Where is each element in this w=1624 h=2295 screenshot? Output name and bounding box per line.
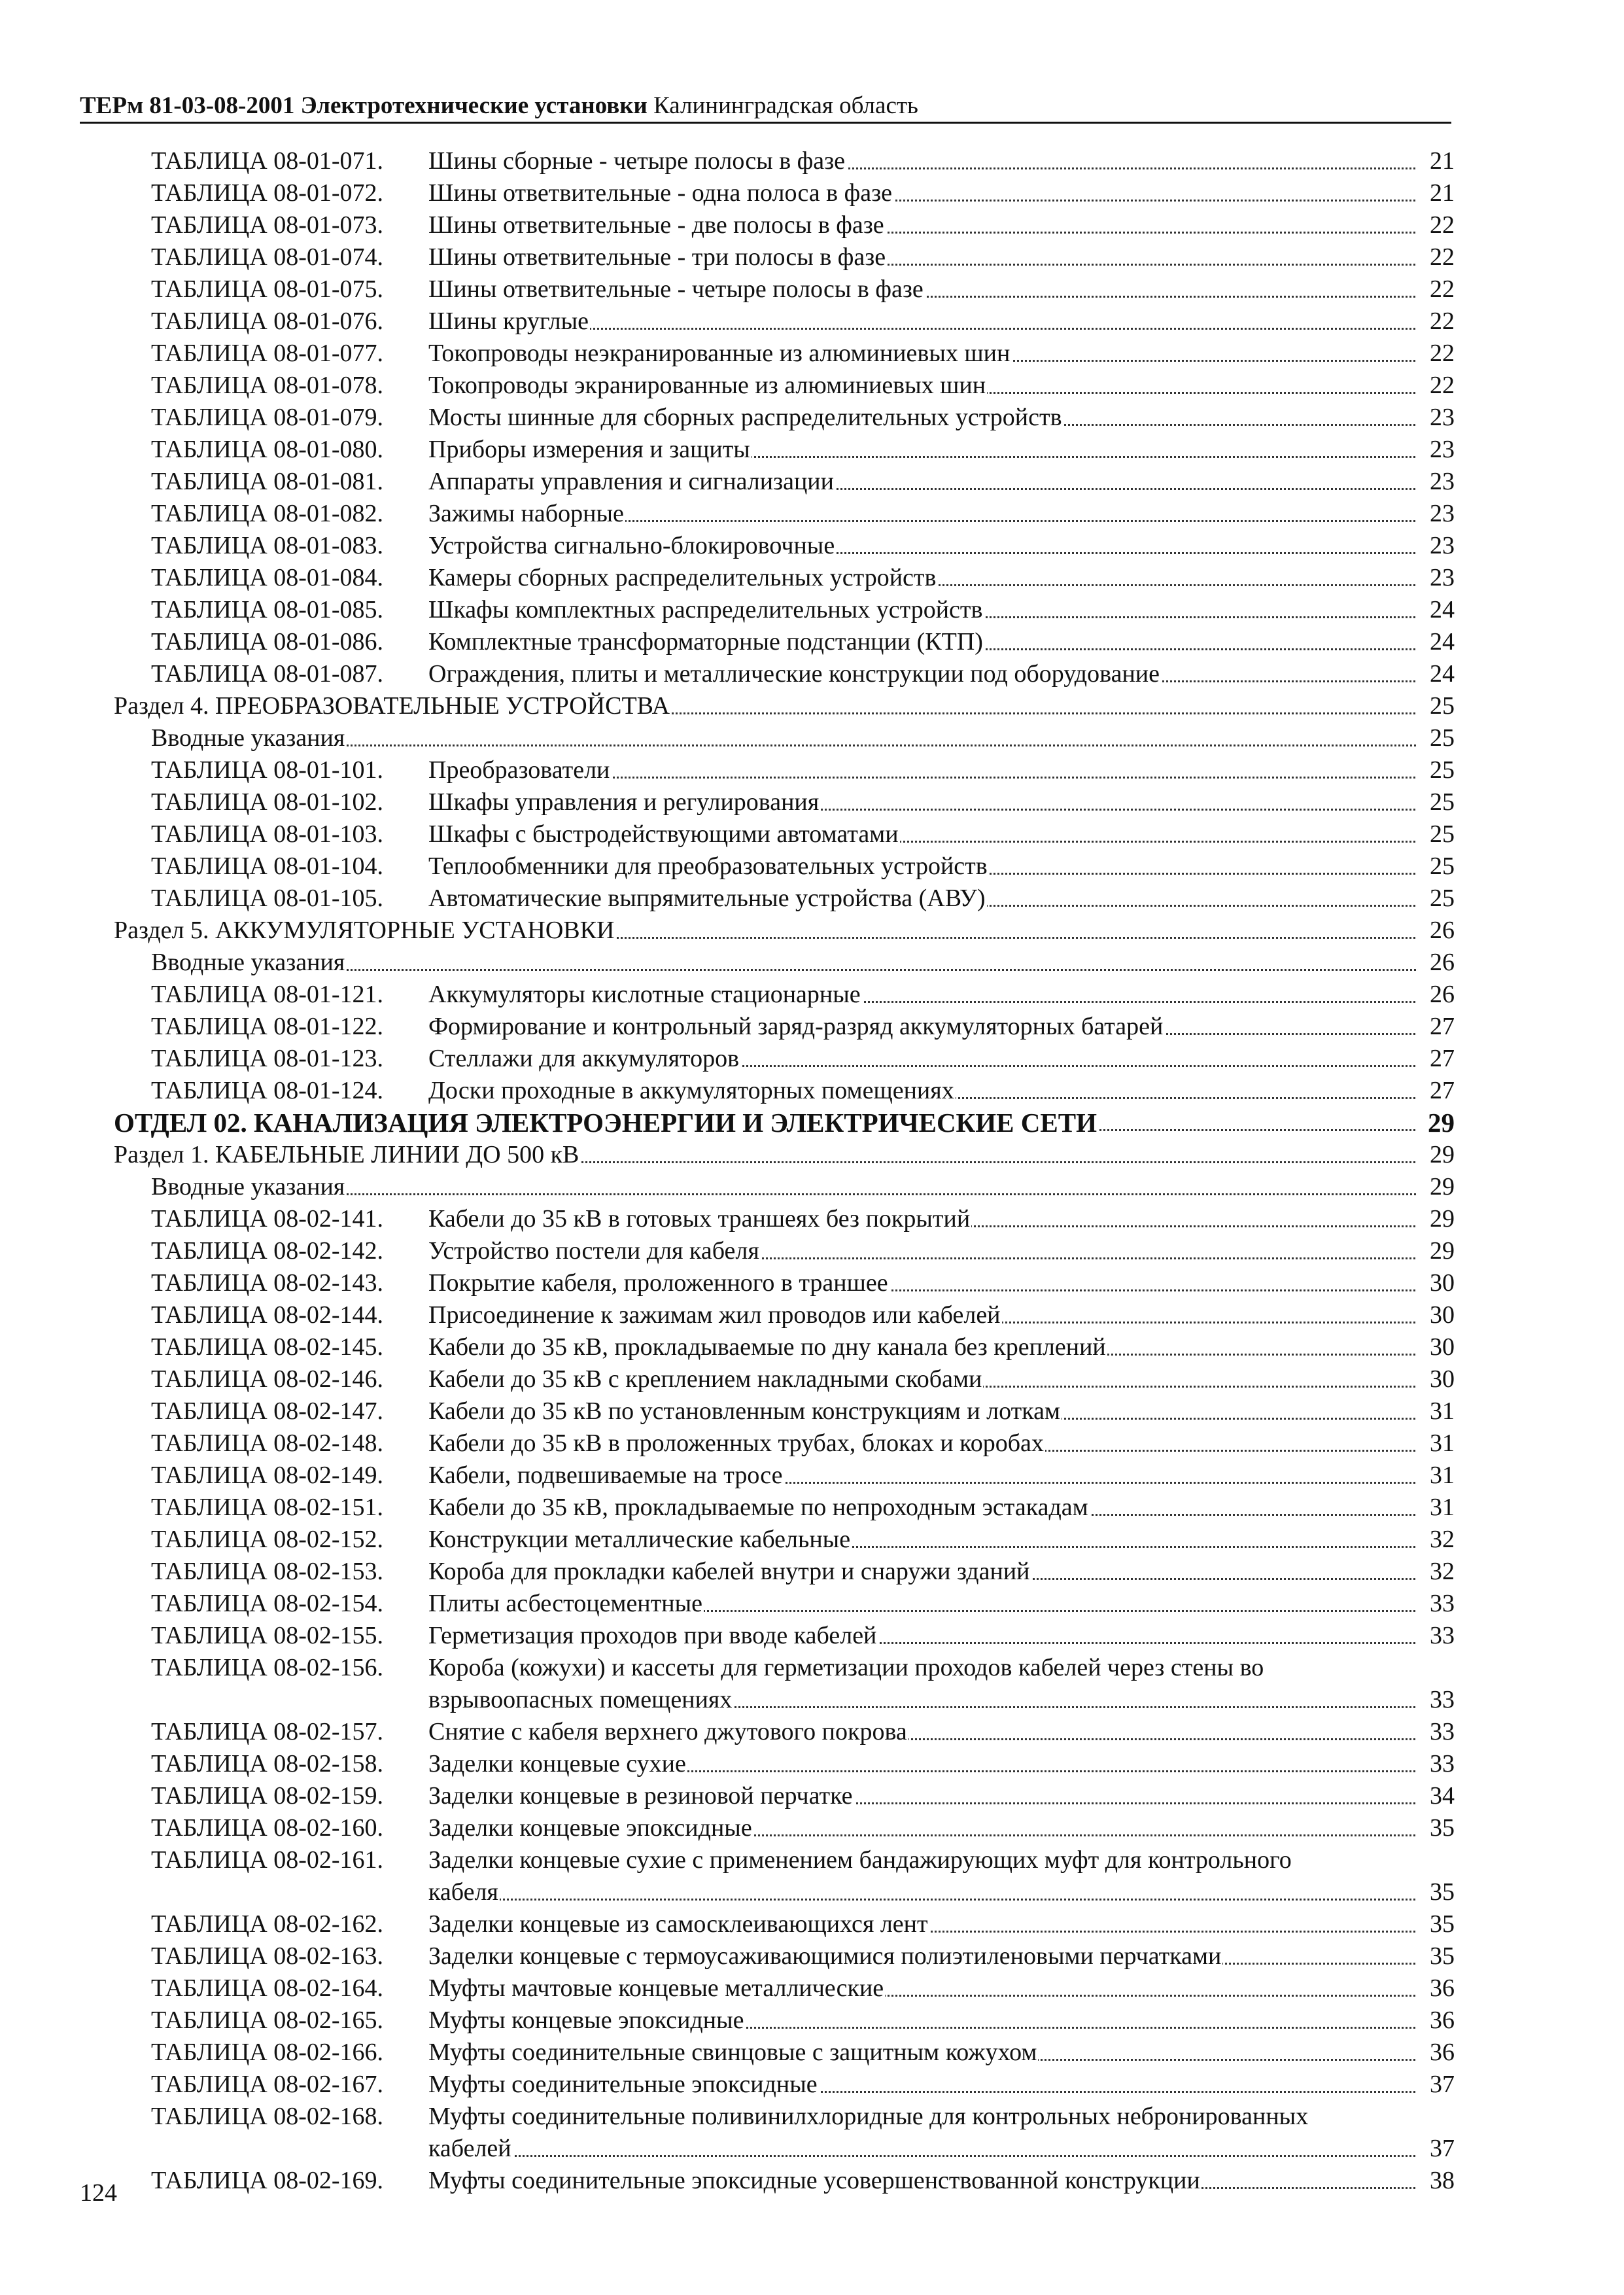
toc-table-code: ТАБЛИЦА 08-02-165. [151,2006,384,2034]
toc-table-code: ТАБЛИЦА 08-01-123. [151,1045,384,1072]
running-header-title: ТЕРм 81-03-08-2001 Электротехнические установки [80,92,648,119]
toc-page-ref: 23 [1417,402,1455,434]
toc-table-code: ТАБЛИЦА 08-01-081. [151,468,384,495]
table-of-contents [0,145,1624,2197]
toc-page-ref: 25 [1417,818,1455,850]
toc-entry [0,177,1624,209]
toc-entry [0,1748,1624,1780]
toc-page-ref: 31 [1417,1492,1455,1524]
toc-entry [0,434,1624,466]
toc-table-code: ТАБЛИЦА 08-02-156. [151,1654,384,1681]
toc-table-code: ТАБЛИЦА 08-01-082. [151,500,384,527]
toc-entry-continuation [0,1876,1624,1908]
toc-section [0,690,1624,722]
toc-entry-title: Аппараты управления и сигнализации [428,466,835,498]
toc-table-code: ТАБЛИЦА 08-02-151. [151,1494,384,1521]
toc-table-code: ТАБЛИЦА 08-02-166. [151,2039,384,2066]
toc-page-ref: 31 [1417,1428,1455,1460]
toc-page-ref: 24 [1417,626,1455,658]
toc-entry-title: Раздел 1. КАБЕЛЬНЫЕ ЛИНИИ ДО 500 кВ [114,1139,580,1171]
toc-table-code: ТАБЛИЦА 08-01-074. [151,243,384,271]
toc-entry [0,306,1624,338]
toc-entry [0,594,1624,626]
toc-section [0,1139,1624,1171]
toc-page-ref: 23 [1417,530,1455,562]
toc-page-ref: 30 [1417,1267,1455,1299]
toc-page-ref: 22 [1417,273,1455,306]
toc-page-ref: 23 [1417,498,1455,530]
toc-entry-title: Формирование и контрольный заряд-разряд аккумуляторных батарей [428,1011,1164,1043]
toc-table-code: ТАБЛИЦА 08-01-076. [151,307,384,335]
toc-entry-title: Кабели до 35 кВ в проложенных трубах, блоках и коробах [428,1428,1045,1460]
toc-entry [0,466,1624,498]
toc-table-code: ТАБЛИЦА 08-01-077. [151,340,384,367]
toc-page-ref: 25 [1417,883,1455,915]
toc-page-ref: 29 [1417,1235,1455,1267]
toc-table-code: ТАБЛИЦА 08-02-161. [151,1846,384,1874]
toc-page-ref: 34 [1417,1780,1455,1812]
toc-entry-title: Ограждения, плиты и металлические конструкции под оборудование [428,658,1161,690]
toc-entry [0,786,1624,818]
toc-entry-title: Герметизация проходов при вводе кабелей [428,1620,878,1652]
toc-entry-title: Заделки концевые в резиновой перчатке [428,1780,854,1812]
toc-page-ref: 24 [1417,594,1455,626]
toc-table-code: ТАБЛИЦА 08-01-080. [151,436,384,463]
running-header [80,90,1451,122]
toc-entry-title: Устройство постели для кабеля [428,1235,761,1267]
toc-entry [0,1908,1624,1940]
toc-entry [0,370,1624,402]
toc-entry-title: Раздел 5. АККУМУЛЯТОРНЫЕ УСТАНОВКИ [114,915,615,947]
running-header-region: Калининградская область [653,92,918,119]
toc-entry [0,562,1624,594]
toc-table-code: ТАБЛИЦА 08-02-152. [151,1526,384,1553]
toc-table-code: ТАБЛИЦА 08-02-142. [151,1237,384,1265]
toc-entry-title: Шкафы с быстродействующими автоматами [428,818,900,850]
toc-entry-title: Шкафы управления и регулирования [428,786,820,818]
toc-entry-title: Заделки концевые из самосклеивающихся лент [428,1908,929,1940]
toc-table-code: ТАБЛИЦА 08-02-146. [151,1365,384,1393]
toc-entry-title: Кабели до 35 кВ с креплением накладными скобами [428,1363,983,1395]
toc-entry-title: Короба для прокладки кабелей внутри и снаружи зданий [428,1556,1031,1588]
toc-page-ref: 35 [1417,1812,1455,1844]
toc-entry [0,850,1624,883]
toc-table-code: ТАБЛИЦА 08-01-072. [151,179,384,207]
toc-page-ref: 37 [1417,2133,1455,2165]
toc-page-ref: 29 [1417,1203,1455,1235]
toc-entry-title: Муфты соединительные эпоксидные усовершенствованной конструкции [428,2165,1201,2197]
toc-entry [0,402,1624,434]
toc-leader-dots [428,1899,1451,1901]
toc-page-ref: 26 [1417,915,1455,947]
toc-page-ref: 26 [1417,947,1455,979]
toc-entry-title: Зажимы наборные [428,498,625,530]
toc-entry [0,1588,1624,1620]
toc-table-code: ТАБЛИЦА 08-01-083. [151,532,384,559]
toc-entry [0,1812,1624,1844]
toc-table-code: ТАБЛИЦА 08-02-154. [151,1590,384,1617]
toc-page-ref: 36 [1417,1972,1455,2005]
toc-table-code: ТАБЛИЦА 08-02-159. [151,1782,384,1810]
toc-entry-title: Приборы измерения и защиты [428,434,752,466]
toc-leader-dots [428,2155,1451,2157]
toc-page-ref: 33 [1417,1620,1455,1652]
toc-page-ref: 33 [1417,1748,1455,1780]
toc-entry-title: Шины сборные - четыре полосы в фазе [428,145,846,177]
toc-table-code: ТАБЛИЦА 08-02-162. [151,1910,384,1938]
toc-page-ref: 27 [1417,1075,1455,1107]
toc-entry [0,1556,1624,1588]
toc-table-code: ТАБЛИЦА 08-02-145. [151,1333,384,1361]
toc-entry [0,241,1624,273]
toc-entry [0,1524,1624,1556]
toc-entry-continuation [0,1684,1624,1716]
toc-entry-title: Стеллажи для аккумуляторов [428,1043,740,1075]
toc-entry [0,1235,1624,1267]
toc-entry-title: Доски проходные в аккумуляторных помещениях [428,1075,956,1107]
toc-entry-title: Кабели, подвешиваемые на тросе [428,1460,784,1492]
toc-table-code: ТАБЛИЦА 08-02-149. [151,1462,384,1489]
toc-page-ref: 35 [1417,1940,1455,1972]
toc-entry [0,1075,1624,1107]
toc-entry [0,209,1624,241]
toc-page-ref: 29 [1417,1139,1455,1171]
toc-table-code: ТАБЛИЦА 08-02-155. [151,1622,384,1649]
toc-table-code: ТАБЛИЦА 08-01-101. [151,756,384,784]
toc-entry [0,2005,1624,2037]
toc-entry-title: Короба (кожухи) и кассеты для герметизации проходов кабелей через стены во [428,1654,1264,1681]
toc-entry [0,1363,1624,1395]
toc-entry [0,1299,1624,1331]
toc-entry-title: Снятие с кабеля верхнего джутового покрова [428,1716,908,1748]
toc-table-code: ТАБЛИЦА 08-01-071. [151,147,384,175]
toc-page-ref: 23 [1417,434,1455,466]
toc-entry [0,530,1624,562]
toc-section [0,915,1624,947]
toc-entry-title: Муфты мачтовые концевые металлические [428,1972,885,2005]
toc-page-ref: 21 [1417,145,1455,177]
toc-table-code: ТАБЛИЦА 08-02-164. [151,1974,384,2002]
toc-table-code: ТАБЛИЦА 08-01-124. [151,1077,384,1104]
toc-entry-title-cont: кабелей [428,2133,513,2165]
toc-entry [0,2037,1624,2069]
toc-page-ref: 32 [1417,1556,1455,1588]
toc-entry-title: Аккумуляторы кислотные стационарные [428,979,862,1011]
toc-table-code: ТАБЛИЦА 08-02-147. [151,1397,384,1425]
toc-entry-title: Вводные указания [151,722,346,754]
toc-page-ref: 33 [1417,1684,1455,1716]
toc-entry-title: Токопроводы экранированные из алюминиевых шин [428,370,987,402]
toc-entry-title: Кабели до 35 кВ в готовых траншеях без покрытий [428,1203,971,1235]
toc-entry [0,1395,1624,1428]
toc-page-ref: 23 [1417,562,1455,594]
toc-table-code: ТАБЛИЦА 08-01-078. [151,372,384,399]
toc-table-code: ТАБЛИЦА 08-02-148. [151,1429,384,1457]
toc-entry-title: Комплектные трансформаторные подстанции (КТП) [428,626,984,658]
toc-intro [0,722,1624,754]
toc-entry [0,1011,1624,1043]
toc-entry-title: Заделки концевые эпоксидные [428,1812,753,1844]
toc-entry-title: Шины ответвительные - четыре полосы в фазе [428,273,925,306]
toc-entry [0,626,1624,658]
toc-entry [0,1428,1624,1460]
toc-page-ref: 21 [1417,177,1455,209]
toc-page-ref: 25 [1417,786,1455,818]
toc-table-code: ТАБЛИЦА 08-01-086. [151,628,384,656]
toc-entry [0,1620,1624,1652]
toc-entry [0,1652,1624,1684]
toc-entry-title: Плиты асбестоцементные [428,1588,704,1620]
toc-table-code: ТАБЛИЦА 08-01-087. [151,660,384,688]
toc-table-code: ТАБЛИЦА 08-02-167. [151,2071,384,2098]
toc-table-code: ТАБЛИЦА 08-01-121. [151,981,384,1008]
toc-entry [0,1972,1624,2005]
toc-table-code: ТАБЛИЦА 08-02-141. [151,1205,384,1233]
toc-page-ref: 25 [1417,754,1455,786]
toc-entry [0,883,1624,915]
toc-table-code: ТАБЛИЦА 08-02-163. [151,1942,384,1970]
toc-page-ref: 22 [1417,370,1455,402]
toc-intro [0,1171,1624,1203]
toc-page-ref: 26 [1417,979,1455,1011]
toc-entry-continuation [0,2133,1624,2165]
toc-table-code: ТАБЛИЦА 08-02-143. [151,1269,384,1297]
toc-entry [0,1716,1624,1748]
toc-entry [0,1780,1624,1812]
toc-entry-title: Вводные указания [151,947,346,979]
toc-entry [0,1331,1624,1363]
toc-page-ref: 32 [1417,1524,1455,1556]
toc-table-code: ТАБЛИЦА 08-01-079. [151,404,384,431]
toc-entry-title-cont: кабеля [428,1876,500,1908]
toc-table-code: ТАБЛИЦА 08-01-084. [151,564,384,591]
toc-table-code: ТАБЛИЦА 08-01-085. [151,596,384,623]
toc-table-code: ТАБЛИЦА 08-01-102. [151,788,384,816]
toc-entry-title: Кабели до 35 кВ, прокладываемые по непроходным эстакадам [428,1492,1090,1524]
toc-entry-title: Автоматические выпрямительные устройства (АВУ) [428,883,987,915]
toc-page-ref: 29 [1417,1107,1455,1139]
toc-entry-title: Покрытие кабеля, проложенного в траншее [428,1267,890,1299]
toc-entry [0,2101,1624,2133]
toc-table-code: ТАБЛИЦА 08-01-073. [151,211,384,239]
toc-page-ref: 31 [1417,1460,1455,1492]
toc-page-ref: 23 [1417,466,1455,498]
toc-entry-title: Шины ответвительные - две полосы в фазе [428,209,886,241]
toc-table-code: ТАБЛИЦА 08-02-144. [151,1301,384,1329]
toc-page-ref: 30 [1417,1363,1455,1395]
toc-table-code: ТАБЛИЦА 08-02-169. [151,2167,384,2194]
toc-entry-title: Муфты соединительные поливинилхлоридные для контрольных небронированных [428,2103,1309,2130]
toc-entry-title: Мосты шинные для сборных распределительных устройств [428,402,1063,434]
toc-page-ref: 27 [1417,1011,1455,1043]
toc-page-ref: 30 [1417,1299,1455,1331]
toc-page-ref: 25 [1417,690,1455,722]
toc-entry [0,273,1624,306]
toc-page-ref: 36 [1417,2037,1455,2069]
toc-entry-title: Муфты соединительные свинцовые с защитным кожухом [428,2037,1038,2069]
toc-entry-title: Присоединение к зажимам жил проводов или кабелей [428,1299,1002,1331]
toc-page-ref: 37 [1417,2069,1455,2101]
toc-entry-title: Устройства сигнально-блокировочные [428,530,836,562]
toc-table-code: ТАБЛИЦА 08-01-122. [151,1013,384,1040]
toc-table-code: ТАБЛИЦА 08-01-105. [151,885,384,912]
toc-table-code: ТАБЛИЦА 08-02-153. [151,1558,384,1585]
toc-entry-title: Шины ответвительные - одна полоса в фазе [428,177,893,209]
toc-entry-title: ОТДЕЛ 02. КАНАЛИЗАЦИЯ ЭЛЕКТРОЭНЕРГИИ И ЭЛЕКТРИЧЕСКИЕ СЕТИ [114,1108,1097,1138]
toc-page-ref: 33 [1417,1588,1455,1620]
toc-page-ref: 25 [1417,722,1455,754]
toc-page-ref: 22 [1417,338,1455,370]
toc-entry-title: Теплообменники для преобразовательных устройств [428,850,989,883]
toc-intro [0,947,1624,979]
toc-entry-title: Муфты концевые эпоксидные [428,2005,746,2037]
toc-entry-title: Преобразователи [428,754,611,786]
toc-page-ref: 30 [1417,1331,1455,1363]
toc-entry [0,1492,1624,1524]
toc-page-ref: 31 [1417,1395,1455,1428]
toc-page-ref: 35 [1417,1908,1455,1940]
toc-page-ref: 35 [1417,1876,1455,1908]
toc-page-ref: 33 [1417,1716,1455,1748]
toc-entry-title: Раздел 4. ПРЕОБРАЗОВАТЕЛЬНЫЕ УСТРОЙСТВА [114,690,671,722]
toc-entry [0,1844,1624,1876]
toc-entry [0,338,1624,370]
toc-entry-title: Заделки концевые сухие [428,1748,687,1780]
toc-entry-title: Шины круглые [428,306,590,338]
header-rule [80,122,1451,124]
toc-entry [0,1043,1624,1075]
toc-entry-title: Муфты соединительные эпоксидные [428,2069,819,2101]
toc-page-ref: 29 [1417,1171,1455,1203]
toc-entry [0,2069,1624,2101]
toc-entry [0,754,1624,786]
toc-table-code: ТАБЛИЦА 08-02-168. [151,2103,384,2130]
toc-table-code: ТАБЛИЦА 08-01-103. [151,820,384,848]
toc-table-code: ТАБЛИЦА 08-01-075. [151,275,384,303]
toc-entry [0,1267,1624,1299]
toc-page-ref: 36 [1417,2005,1455,2037]
toc-entry-title: Кабели до 35 кВ, прокладываемые по дну канала без креплений [428,1331,1107,1363]
toc-entry [0,658,1624,690]
toc-entry-title: Заделки концевые с термоусаживающимися полиэтиленовыми перчатками [428,1940,1222,1972]
toc-entry-title: Шины ответвительные - три полосы в фазе [428,241,887,273]
toc-table-code: ТАБЛИЦА 08-02-158. [151,1750,384,1778]
toc-entry [0,1940,1624,1972]
toc-entry-title: Вводные указания [151,1171,346,1203]
toc-entry-title: Кабели до 35 кВ по установленным конструкциям и лоткам [428,1395,1062,1428]
toc-page-ref: 24 [1417,658,1455,690]
toc-page-ref: 22 [1417,241,1455,273]
toc-entry-title: Заделки концевые сухие с применением бандажирующих муфт для контрольного [428,1846,1292,1874]
toc-page-ref: 38 [1417,2165,1455,2197]
toc-table-code: ТАБЛИЦА 08-01-104. [151,852,384,880]
toc-division [0,1107,1624,1139]
toc-page-ref: 25 [1417,850,1455,883]
toc-entry [0,1460,1624,1492]
toc-table-code: ТАБЛИЦА 08-02-160. [151,1814,384,1842]
toc-page-ref: 22 [1417,209,1455,241]
page-number: 124 [80,2179,117,2207]
toc-entry [0,1203,1624,1235]
toc-page-ref: 27 [1417,1043,1455,1075]
toc-entry [0,818,1624,850]
toc-entry [0,2165,1624,2197]
toc-entry-title-cont: взрывоопасных помещениях [428,1684,733,1716]
toc-entry-title: Токопроводы неэкранированные из алюминиевых шин [428,338,1011,370]
toc-page-ref: 22 [1417,306,1455,338]
toc-entry-title: Конструкции металлические кабельные [428,1524,852,1556]
toc-entry-title: Шкафы комплектных распределительных устройств [428,594,984,626]
toc-entry-title: Камеры сборных распределительных устройств [428,562,937,594]
toc-entry [0,979,1624,1011]
toc-entry [0,145,1624,177]
toc-table-code: ТАБЛИЦА 08-02-157. [151,1718,384,1745]
toc-entry [0,498,1624,530]
